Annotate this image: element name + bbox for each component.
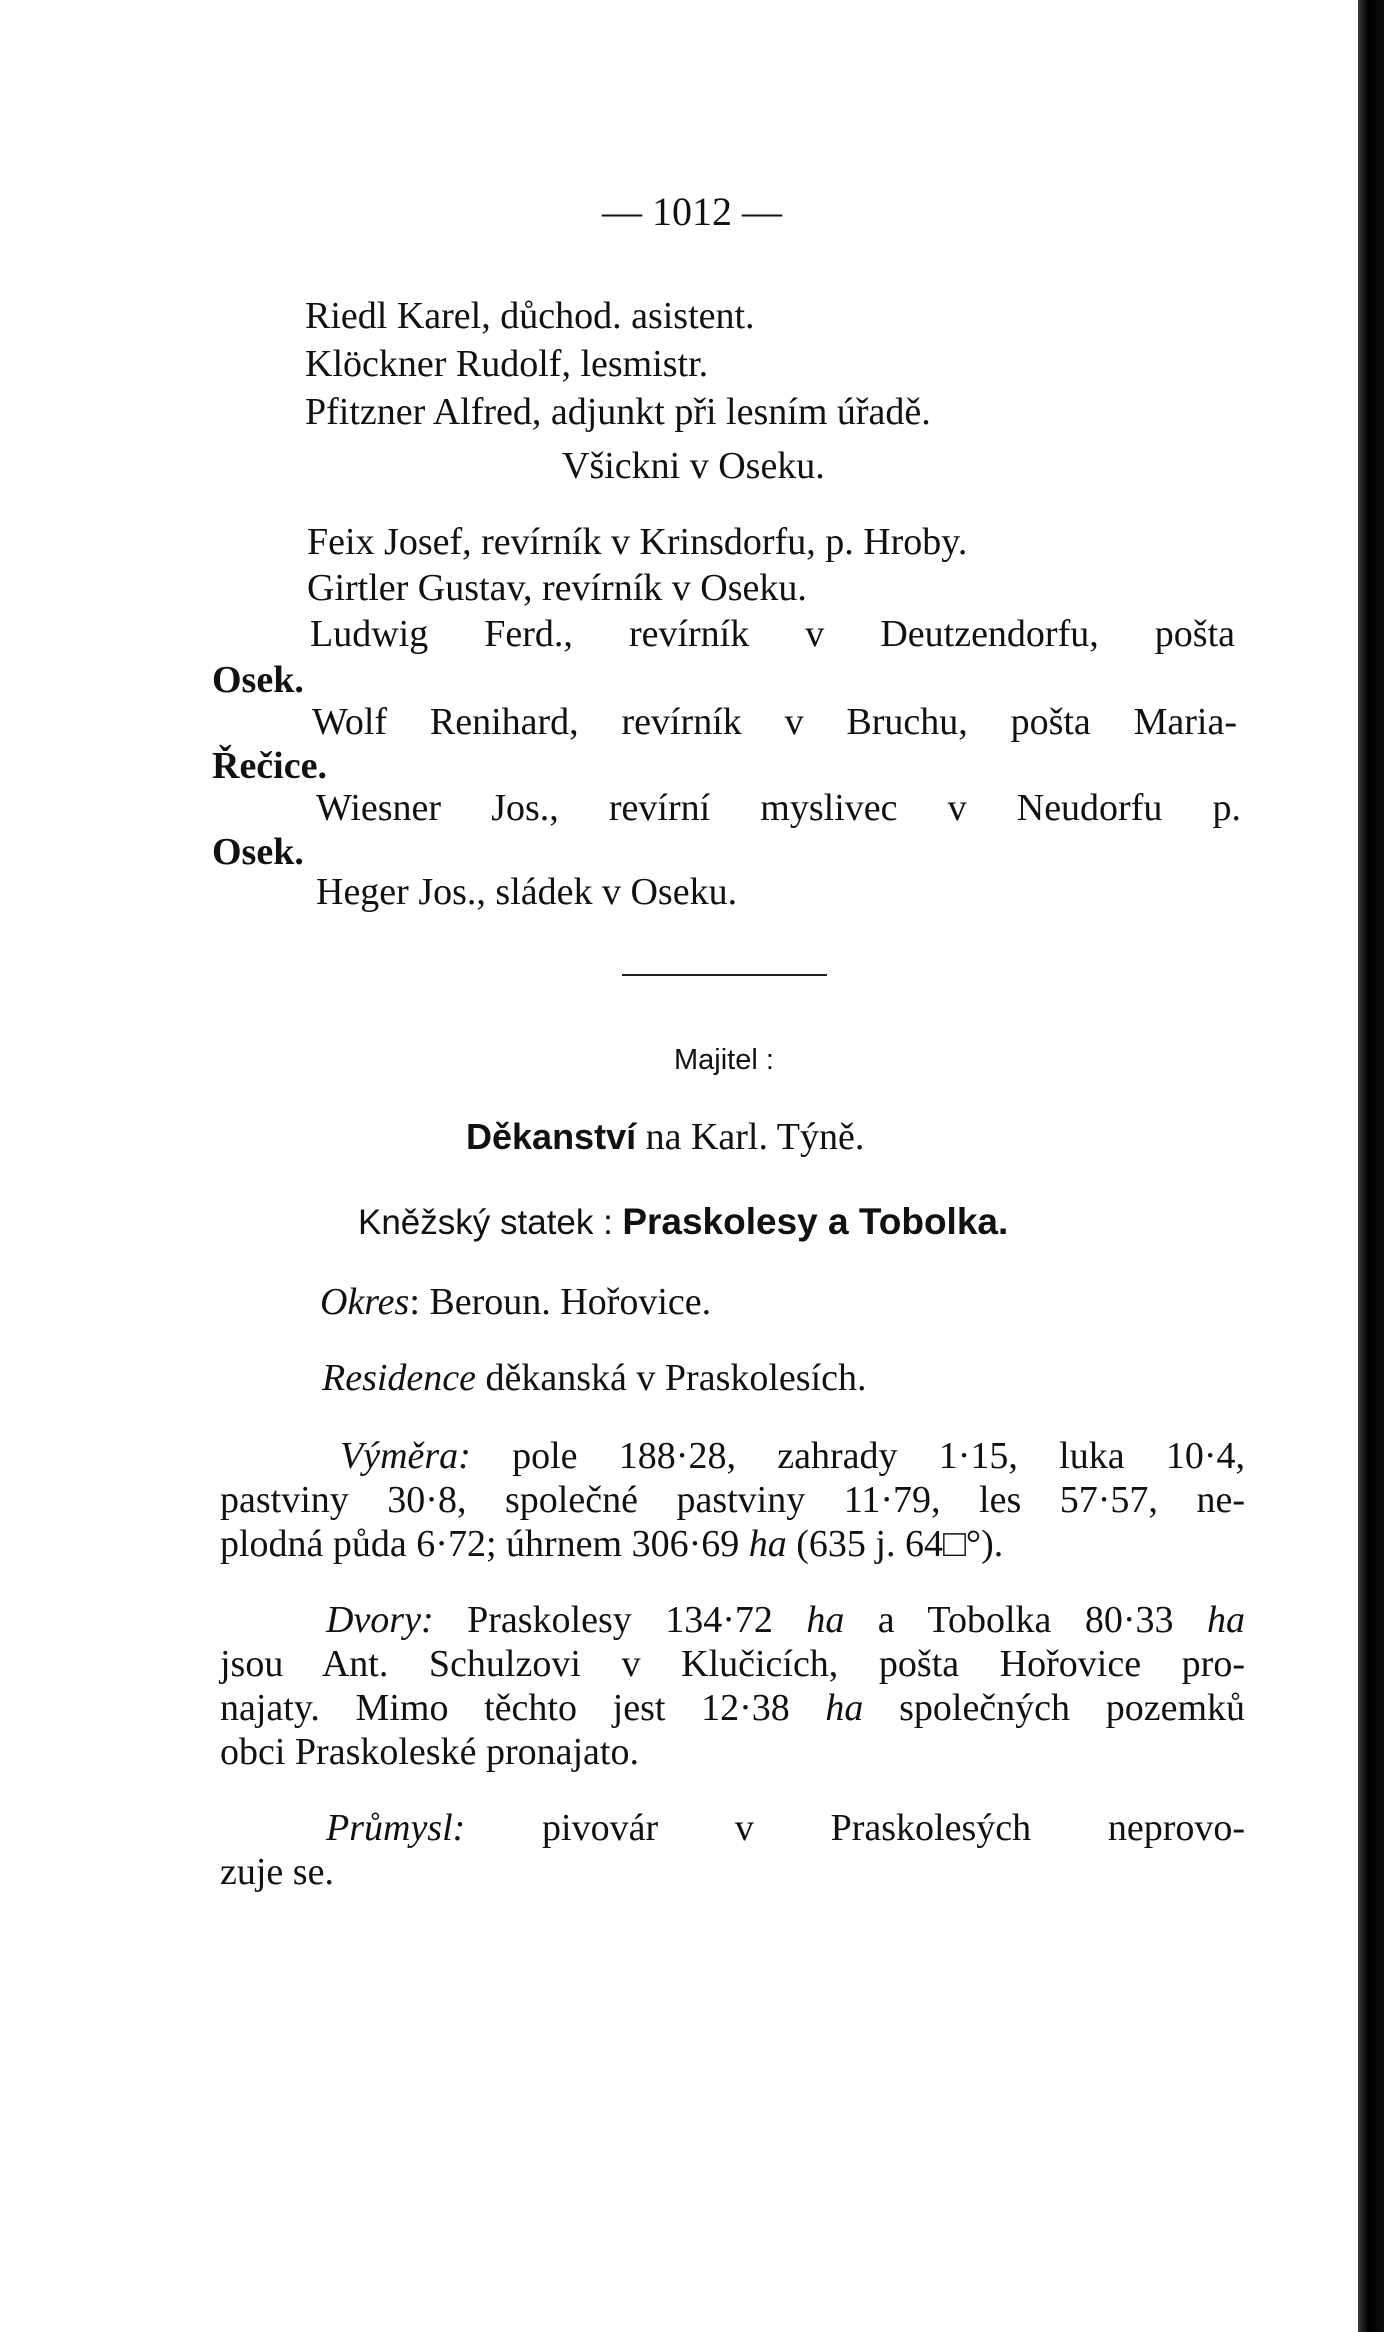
estate-name: Praskolesy a Tobolka.: [622, 1201, 1009, 1242]
owner-line: [466, 1115, 864, 1159]
district-value: : Beroun. Hořovice.: [409, 1281, 712, 1323]
estate-label: Kněžský statek :: [358, 1203, 613, 1242]
yards-line-2: jsou Ant. Schulzovi v Klučicích, pošta Hořovice pro-: [220, 1643, 1245, 1685]
forester-line-4a: Wolf Renihard, revírník v Bruchu, pošta Maria-: [312, 701, 1237, 743]
area-line-3: plodná půda 6·72; úhrnem 306·69 ha (635 j. 64□°).: [220, 1523, 1004, 1565]
area-line-1: Výměra: pole 188·28, zahrady 1·15, luka 10·4,: [340, 1435, 1245, 1477]
forester-line-1: Feix Josef, revírník v Krinsdorfu, p. Hroby.: [307, 521, 968, 563]
industry-line-2: zuje se.: [220, 1851, 334, 1893]
yards-label: Dvory:: [326, 1599, 434, 1641]
industry-label: Průmysl:: [326, 1807, 466, 1849]
area-label: Výměra:: [340, 1435, 471, 1477]
staff-line-2: Klöckner Rudolf, lesmistr.: [305, 343, 709, 385]
owner-name-bold: Děkanství: [466, 1116, 637, 1157]
section-divider: [622, 974, 827, 976]
industry-line-1: Průmysl: pivovár v Praskolesých neprovo-: [326, 1807, 1245, 1849]
yards-line-1: Dvory: Praskolesy 134·72 ha a Tobolka 80·33 ha: [326, 1599, 1245, 1641]
residence-line: [322, 1356, 867, 1400]
staff-line-3: Pfitzner Alfred, adjunkt při lesním úřadě.: [305, 391, 931, 433]
yards-line-4: obci Praskoleské pronajato.: [220, 1731, 639, 1773]
forester-line-4b: Řečice.: [212, 745, 327, 787]
area-line-2: pastviny 30·8, společné pastviny 11·79, les 57·57, ne-: [220, 1479, 1245, 1521]
forester-line-3a: Ludwig Ferd., revírník v Deutzendorfu, pošta: [310, 613, 1235, 655]
forester-line-5a: Wiesner Jos., revírní myslivec v Neudorfu p.: [316, 787, 1241, 829]
staff-location: Všickni v Oseku.: [562, 445, 825, 487]
owner-label: Majitel :: [674, 1044, 774, 1076]
forester-line-6: Heger Jos., sládek v Oseku.: [316, 871, 738, 913]
estate-line: [358, 1200, 1008, 1245]
owner-name-rest: na Karl. Týně.: [636, 1116, 865, 1158]
staff-line-1: Riedl Karel, důchod. asistent.: [305, 295, 755, 337]
district-line: [320, 1280, 711, 1324]
yards-line-3: najaty. Mimo těchto jest 12·38 ha společných pozemků: [220, 1687, 1245, 1729]
forester-line-2: Girtler Gustav, revírník v Oseku.: [307, 567, 807, 609]
page-number: — 1012 —: [602, 189, 782, 234]
residence-label: Residence: [322, 1357, 477, 1399]
forester-line-3b: Osek.: [212, 659, 304, 701]
forester-line-5b: Osek.: [212, 831, 304, 873]
district-label: Okres: [320, 1281, 410, 1323]
residence-value: děkanská v Praskolesích.: [476, 1357, 867, 1399]
